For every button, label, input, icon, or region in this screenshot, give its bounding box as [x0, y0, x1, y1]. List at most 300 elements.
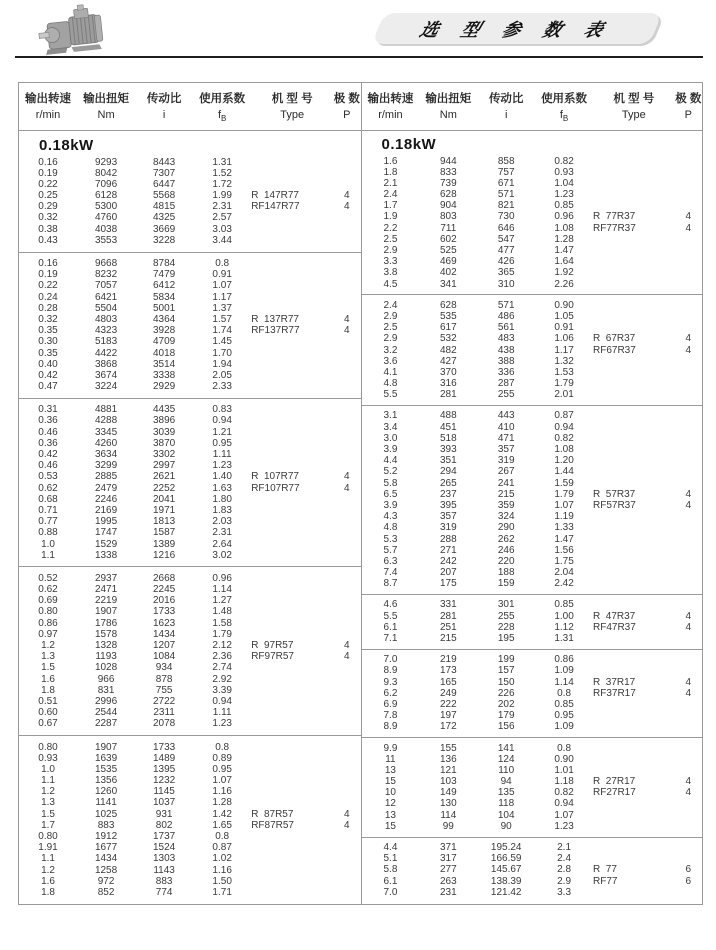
speed-value: 0.68 — [38, 493, 58, 505]
speed-value: 0.19 — [38, 167, 58, 179]
model-block — [19, 252, 361, 398]
torque-value: 1356 — [94, 775, 118, 787]
speed-value: 2.2 — [383, 222, 398, 234]
torque-value: 5183 — [94, 336, 118, 348]
table-row — [19, 348, 361, 359]
poles-header: 极 数 — [333, 92, 360, 105]
torque-value: 9293 — [94, 156, 118, 168]
table-row — [362, 178, 703, 189]
torque-value: 331 — [439, 599, 457, 611]
poles-value: 4 — [685, 621, 692, 633]
table-row — [19, 516, 361, 527]
ratio-value: 365 — [497, 267, 515, 279]
table-row — [19, 258, 361, 269]
table-row — [19, 190, 361, 201]
poles-value — [333, 876, 360, 887]
speed-header: 输出转速 — [25, 92, 72, 105]
poles-value — [333, 685, 360, 696]
model-type-value: R 57R37 — [593, 488, 636, 500]
ratio-value: 156 — [497, 721, 515, 733]
ratio-value: 145.67 — [490, 864, 522, 876]
ratio-value: 3669 — [152, 223, 176, 235]
speed-value: 1.5 — [41, 808, 55, 820]
model-type-value — [593, 522, 675, 533]
model-type-value: RF87R57 — [251, 819, 294, 831]
factor-value: 1.23 — [212, 460, 232, 472]
table-row — [362, 433, 703, 444]
torque-value: 739 — [439, 177, 457, 189]
model-type-value — [251, 516, 333, 527]
factor-value: 1.63 — [212, 482, 232, 494]
poles-value — [675, 654, 702, 665]
factor-value: 1.31 — [554, 633, 574, 644]
ratio-value: 8443 — [152, 156, 176, 168]
torque-value: 197 — [439, 710, 457, 722]
model-type-value — [251, 718, 333, 729]
ratio-value: 571 — [497, 299, 515, 311]
factor-value: 2.33 — [212, 381, 232, 393]
poles-value — [333, 865, 360, 876]
ratio-unit: i — [162, 108, 166, 121]
factor-value: 1.08 — [554, 444, 574, 455]
speed-value: 3.9 — [383, 444, 398, 455]
torque-value: 271 — [439, 544, 457, 556]
factor-value: 1.58 — [212, 617, 232, 629]
table-row — [362, 798, 703, 809]
table-row — [362, 444, 703, 455]
factor-value: 1.01 — [554, 764, 574, 776]
factor-value: 2.92 — [212, 673, 232, 685]
torque-value: 207 — [439, 567, 457, 579]
poles-value — [675, 578, 702, 589]
ratio-value: 141 — [497, 742, 515, 754]
table-row — [362, 688, 703, 699]
speed-value: 6.9 — [383, 698, 398, 710]
factor-value: 1.52 — [212, 167, 232, 179]
table-row — [362, 522, 703, 533]
factor-value: 0.82 — [554, 155, 574, 167]
poles-value — [675, 556, 702, 567]
model-type-value — [251, 427, 333, 438]
model-block — [362, 131, 703, 294]
model-type-value — [251, 235, 333, 246]
speed-value: 6.2 — [383, 687, 398, 699]
table-row — [362, 167, 703, 178]
table-row — [19, 820, 361, 831]
poles-value — [333, 584, 360, 595]
ratio-value: 3338 — [152, 369, 176, 381]
speed-header: 输出转速 — [367, 92, 414, 105]
factor-header: 使用系数 — [541, 92, 588, 105]
ratio-value: 3896 — [152, 415, 176, 427]
model-type-value: RF137R77 — [251, 325, 300, 337]
factor-value: 1.40 — [212, 471, 232, 483]
model-type-value — [593, 410, 675, 421]
ratio-value: 301 — [497, 599, 515, 611]
page-title-badge — [372, 13, 663, 44]
torque-value: 852 — [97, 886, 115, 898]
table-row — [19, 370, 361, 381]
torque-value: 3553 — [94, 234, 118, 246]
speed-value: 2.4 — [383, 189, 398, 201]
factor-value: 1.27 — [212, 595, 232, 607]
torque-value: 281 — [439, 389, 457, 401]
speed-value: 11 — [385, 753, 396, 765]
factor-value: 1.79 — [554, 488, 574, 500]
model-type-value — [251, 662, 333, 673]
speed-value: 3.3 — [383, 256, 398, 268]
factor-value: 0.87 — [212, 842, 232, 854]
model-type-value — [593, 279, 675, 290]
table-row — [19, 865, 361, 876]
factor-value: 0.90 — [554, 753, 574, 765]
model-type-value — [251, 865, 333, 876]
speed-value: 0.53 — [38, 471, 58, 483]
speed-value: 1.2 — [41, 786, 55, 798]
factor-value: 1.65 — [212, 819, 232, 831]
table-row — [362, 821, 703, 832]
speed-value: 0.52 — [38, 572, 58, 584]
torque-value: 6128 — [94, 190, 118, 202]
table-row — [19, 201, 361, 212]
model-type-value — [593, 367, 675, 378]
speed-value: 0.77 — [38, 516, 58, 528]
speed-value: 4.3 — [383, 511, 398, 523]
speed-value: 0.88 — [38, 527, 58, 539]
model-type-value — [251, 460, 333, 471]
torque-value: 155 — [439, 742, 457, 754]
factor-value: 3.03 — [212, 223, 232, 235]
torque-value: 602 — [439, 233, 457, 245]
ratio-value: 359 — [497, 499, 515, 511]
ratio-value: 255 — [497, 389, 515, 401]
table-row — [19, 179, 361, 190]
torque-value: 2544 — [94, 707, 118, 719]
factor-value: 1.12 — [554, 621, 574, 633]
speed-value: 0.16 — [38, 156, 58, 168]
table-row — [362, 410, 703, 421]
table-row — [362, 223, 703, 234]
torque-value: 99 — [442, 820, 454, 832]
ratio-value: 1084 — [152, 651, 176, 663]
model-type-value — [593, 256, 675, 267]
poles-value — [675, 200, 702, 211]
factor-value: 1.42 — [212, 808, 232, 820]
poles-value — [675, 189, 702, 200]
model-type-value — [593, 798, 675, 809]
table-row — [19, 809, 361, 820]
poles-value: 4 — [344, 313, 350, 325]
torque-value: 1535 — [94, 763, 118, 775]
factor-value: 0.93 — [554, 166, 574, 178]
gearmotor-image — [36, 3, 108, 55]
speed-value: 1.8 — [383, 166, 398, 178]
table-row — [362, 853, 703, 864]
factor-value: 2.4 — [557, 853, 572, 865]
model-type-value — [251, 685, 333, 696]
model-type-value — [593, 511, 675, 522]
speed-value: 1.6 — [41, 673, 55, 685]
speed-value: 1.9 — [383, 211, 398, 223]
model-type-value: RF147R77 — [251, 201, 300, 213]
table-row — [19, 438, 361, 449]
poles-value: 4 — [685, 687, 692, 699]
table-row — [362, 556, 703, 567]
torque-value: 1907 — [94, 741, 118, 753]
table-row — [19, 359, 361, 370]
torque-value: 319 — [439, 522, 457, 534]
factor-unit — [535, 109, 593, 123]
poles-value — [333, 887, 360, 898]
poles-value — [675, 234, 702, 245]
torque-value: 3299 — [94, 460, 118, 472]
model-type-value — [251, 853, 333, 864]
ratio-value: 287 — [497, 378, 515, 390]
torque-value: 288 — [439, 533, 457, 545]
poles-value — [675, 444, 702, 455]
table-row — [362, 754, 703, 765]
table-row — [19, 404, 361, 415]
poles-value — [333, 674, 360, 685]
factor-value: 1.07 — [212, 280, 232, 292]
torque-value: 1141 — [95, 797, 117, 809]
torque-value: 222 — [439, 698, 457, 710]
factor-value: 1.19 — [554, 511, 574, 523]
torque-value: 263 — [439, 875, 457, 887]
poles-value — [333, 853, 360, 864]
torque-value: 4881 — [94, 404, 118, 416]
factor-value: 1.79 — [554, 378, 574, 390]
factor-value: 1.28 — [554, 233, 574, 245]
poles-value — [675, 478, 702, 489]
ratio-value: 199 — [497, 654, 515, 666]
ratio-value: 1303 — [152, 853, 176, 865]
poles-value: 4 — [685, 344, 692, 356]
factor-value: 1.59 — [554, 477, 574, 489]
ratio-header: 传动比 — [146, 92, 182, 105]
factor-value: 1.23 — [554, 820, 574, 832]
poles-value — [333, 550, 360, 561]
poles-value — [333, 696, 360, 707]
factor-value: 1.07 — [554, 499, 574, 511]
poles-value — [333, 460, 360, 471]
ratio-value: 7307 — [152, 167, 176, 179]
speed-value: 0.62 — [38, 482, 58, 494]
poles-value — [333, 618, 360, 629]
speed-value: 0.43 — [38, 234, 58, 246]
model-block — [19, 131, 361, 252]
speed-value: 0.80 — [38, 831, 58, 842]
torque-value: 525 — [439, 245, 457, 256]
poles-value — [333, 381, 360, 392]
torque-value: 281 — [439, 610, 457, 622]
model-type-value — [251, 494, 333, 505]
torque-value: 2937 — [94, 572, 118, 584]
table-row — [19, 887, 361, 898]
speed-value: 4.8 — [383, 522, 398, 534]
speed-value: 4.8 — [383, 378, 398, 390]
torque-value: 4760 — [94, 212, 118, 224]
poles-value — [675, 721, 702, 732]
speed-value: 7.1 — [383, 633, 398, 644]
poles-value: 4 — [685, 787, 692, 799]
table-row — [362, 511, 703, 522]
torque-value: 103 — [439, 776, 457, 788]
model-type-value — [593, 200, 675, 211]
ratio-value: 179 — [497, 710, 515, 722]
factor-value: 0.91 — [212, 269, 232, 281]
ratio-value: 336 — [497, 366, 515, 378]
ratio-value: 5001 — [152, 302, 176, 314]
poles-value — [333, 303, 360, 314]
torque-value: 944 — [439, 155, 457, 167]
speed-value: 8.9 — [383, 721, 398, 733]
model-type-value — [593, 267, 675, 278]
ratio-value: 6447 — [152, 178, 176, 190]
speed-value: 3.1 — [383, 410, 398, 422]
model-type-value — [251, 876, 333, 887]
speed-value: 0.93 — [38, 752, 58, 764]
factor-value: 1.72 — [212, 178, 232, 190]
ratio-value: 1971 — [152, 504, 176, 516]
ratio-value: 477 — [497, 245, 515, 256]
table-row — [19, 314, 361, 325]
speed-value: 7.0 — [383, 886, 398, 898]
speed-unit: r/min — [35, 108, 61, 121]
factor-value: 1.47 — [554, 533, 574, 545]
speed-value: 1.2 — [41, 640, 55, 651]
table-row — [362, 622, 703, 633]
ratio-value: 878 — [155, 673, 173, 685]
model-type-value — [593, 765, 675, 776]
factor-value: 1.23 — [212, 718, 232, 730]
poles-value: 4 — [344, 808, 350, 820]
torque-value: 1328 — [94, 640, 118, 651]
speed-value: 9.3 — [383, 676, 398, 688]
torque-value: 617 — [439, 322, 457, 334]
poles-value — [675, 300, 702, 311]
table-row — [19, 224, 361, 235]
poles-value — [675, 810, 702, 821]
factor-value: 2.42 — [554, 578, 574, 590]
table-row — [362, 665, 703, 676]
ratio-value: 118 — [498, 798, 515, 810]
header-cn-line — [19, 90, 361, 106]
poles-value — [333, 494, 360, 505]
model-type-value — [593, 743, 675, 754]
speed-value: 5.7 — [383, 544, 398, 556]
poles-value — [675, 710, 702, 721]
speed-value: 0.51 — [38, 695, 58, 707]
table-row — [362, 311, 703, 322]
ratio-value: 241 — [497, 477, 515, 489]
ratio-value: 3870 — [152, 437, 176, 449]
type-unit: Type — [280, 108, 305, 121]
model-type-value — [593, 300, 675, 311]
table-row — [19, 212, 361, 223]
torque-value: 149 — [439, 787, 457, 799]
poles-value: 4 — [685, 610, 692, 622]
factor-value: 1.28 — [212, 797, 232, 809]
factor-value: 1.17 — [554, 344, 574, 356]
factor-value: 2.74 — [212, 662, 232, 674]
torque-value: 1786 — [94, 617, 118, 629]
ratio-value: 1587 — [152, 527, 176, 539]
ratio-value: 486 — [497, 310, 515, 322]
torque-value: 9668 — [94, 258, 118, 269]
poles-value — [333, 370, 360, 381]
model-type-value — [593, 245, 675, 256]
factor-value: 1.45 — [212, 336, 232, 348]
torque-value: 972 — [97, 875, 115, 887]
table-row — [362, 842, 703, 853]
table-row — [362, 489, 703, 500]
ratio-value: 646 — [497, 222, 515, 234]
ratio-value: 1145 — [153, 786, 175, 798]
table-row — [19, 707, 361, 718]
table-row — [362, 810, 703, 821]
poles-value — [333, 718, 360, 729]
torque-value: 4288 — [94, 415, 118, 427]
model-type-value — [251, 303, 333, 314]
speed-value: 5.3 — [383, 533, 398, 545]
speed-value: 0.25 — [38, 190, 58, 202]
table-row — [362, 743, 703, 754]
poles-value — [675, 545, 702, 556]
factor-value: 0.96 — [212, 572, 232, 584]
model-type-value — [251, 887, 333, 898]
speed-value: 0.38 — [38, 223, 58, 235]
ratio-value: 157 — [497, 665, 515, 677]
speed-value: 12 — [384, 798, 396, 810]
speed-value: 2.9 — [383, 245, 398, 256]
torque-value: 231 — [439, 886, 457, 898]
model-type-value — [593, 821, 675, 832]
table-row — [19, 168, 361, 179]
poles-value — [333, 842, 360, 853]
torque-value: 175 — [439, 578, 457, 590]
speed-unit: r/min — [378, 108, 403, 121]
factor-value: 1.07 — [212, 775, 232, 787]
torque-value: 2471 — [94, 584, 118, 596]
speed-value: 3.9 — [383, 499, 398, 511]
table-row — [19, 831, 361, 842]
factor-value: 1.33 — [554, 522, 574, 534]
speed-value: 1.8 — [41, 886, 55, 898]
ratio-value: 2997 — [152, 460, 176, 472]
ratio-value: 166.59 — [490, 853, 522, 865]
ratio-value: 426 — [497, 256, 515, 268]
table-row — [362, 633, 703, 644]
poles-value — [333, 775, 360, 786]
factor-value: 1.07 — [554, 809, 574, 821]
table-row — [362, 567, 703, 578]
model-type-value — [593, 356, 675, 367]
poles-value — [675, 455, 702, 466]
poles-value — [675, 279, 702, 290]
table-row — [19, 742, 361, 753]
ratio-value: 94 — [500, 776, 512, 788]
torque-value: 1907 — [94, 606, 118, 618]
ratio-value: 4435 — [152, 404, 176, 416]
factor-value: 1.57 — [212, 313, 232, 325]
factor-value: 2.57 — [212, 212, 232, 224]
poles-value — [675, 821, 702, 832]
ratio-value: 246 — [497, 544, 515, 556]
factor-value: 2.36 — [212, 651, 232, 663]
table-row — [19, 606, 361, 617]
speed-value: 1.0 — [41, 763, 55, 775]
